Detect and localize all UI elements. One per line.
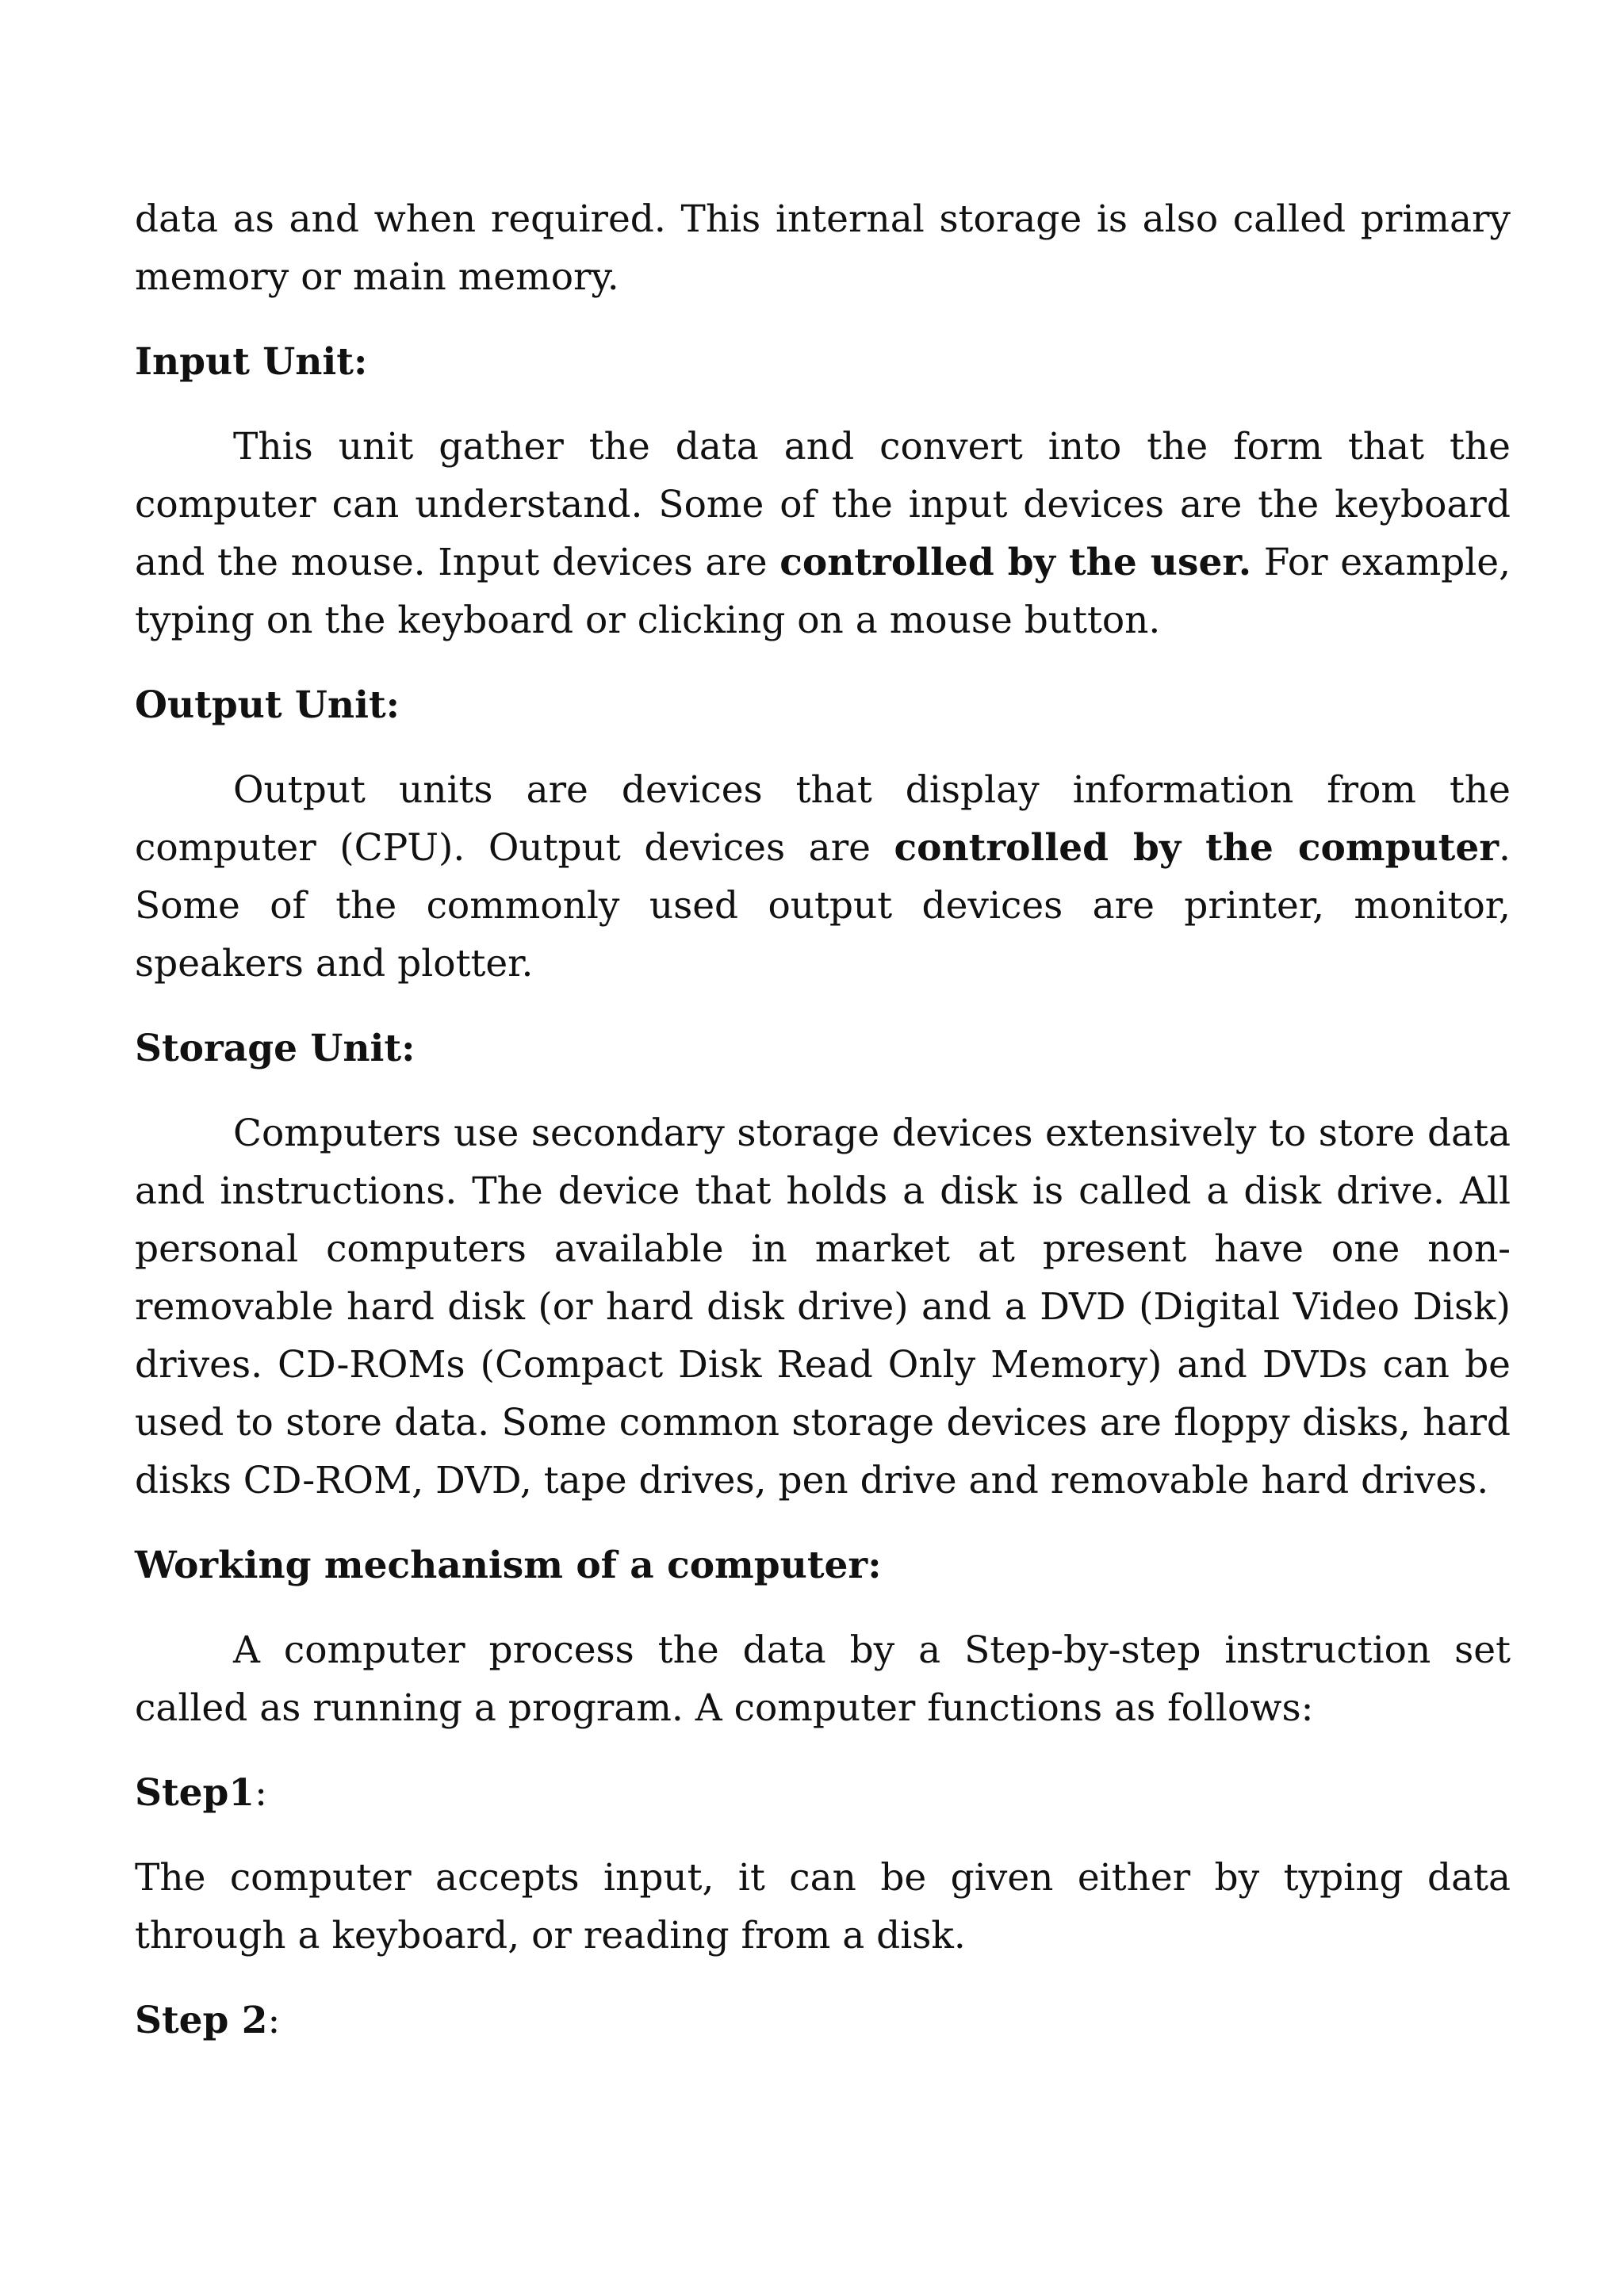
- heading-step2: [135, 1992, 1511, 2049]
- heading-input-unit: Input Unit:: [135, 340, 368, 384]
- input-text-c: For example, typing on the keyboard or clicking on a mouse button.: [135, 541, 1511, 642]
- heading-storage-unit: Storage Unit:: [135, 1027, 416, 1070]
- step2-colon: :: [267, 1999, 281, 2042]
- intro-paragraph: data as and when required. This internal storage is also called primary memory or main memory.: [135, 197, 1511, 299]
- storage-unit-paragraph: Computers use secondary storage devices extensively to store data and instructions. The device that holds a disk is called a disk drive. All personal computers available in market at present have one non-removable hard disk (or hard disk drive) and a DVD (Digital Video Disk) drives. CD-ROMs (Compact Disk Read Only Memory) and DVDs can be used to store data. Some common storage devices are floppy disks, hard disks CD-ROM, DVD, tape drives, pen drive and removable hard drives.: [135, 1112, 1511, 1502]
- input-unit-paragraph: [135, 418, 1511, 649]
- input-text-a: This unit gather the data and convert into the form that the computer can understand. Some of the input devices are the keyboard and the mouse. Input devices are: [135, 425, 1511, 584]
- step1-label: Step1: [135, 1771, 255, 1815]
- step2-label: Step 2: [135, 1999, 268, 2042]
- heading-working-mechanism: Working mechanism of a computer:: [135, 1544, 882, 1587]
- output-unit-paragraph: [135, 761, 1511, 993]
- step1-colon: :: [255, 1771, 267, 1815]
- step1-paragraph: The computer accepts input, it can be given either by typing data through a keyboard, or reading from a disk.: [135, 1856, 1511, 1957]
- output-text-a: Output units are devices that display information from the computer (CPU). Output devices are: [135, 768, 1511, 870]
- heading-step1: [135, 1764, 1511, 1822]
- working-mechanism-paragraph: A computer process the data by a Step-by-step instruction set called as running a program. A computer functions as follows:: [135, 1628, 1511, 1730]
- heading-output-unit: Output Unit:: [135, 683, 400, 727]
- document-page: [135, 190, 1511, 2049]
- input-text-bold: controlled by the user.: [779, 541, 1252, 584]
- output-text-c: . Some of the commonly used output devices are printer, monitor, speakers and plotter.: [135, 826, 1511, 985]
- output-text-bold: controlled by the computer: [894, 826, 1500, 870]
